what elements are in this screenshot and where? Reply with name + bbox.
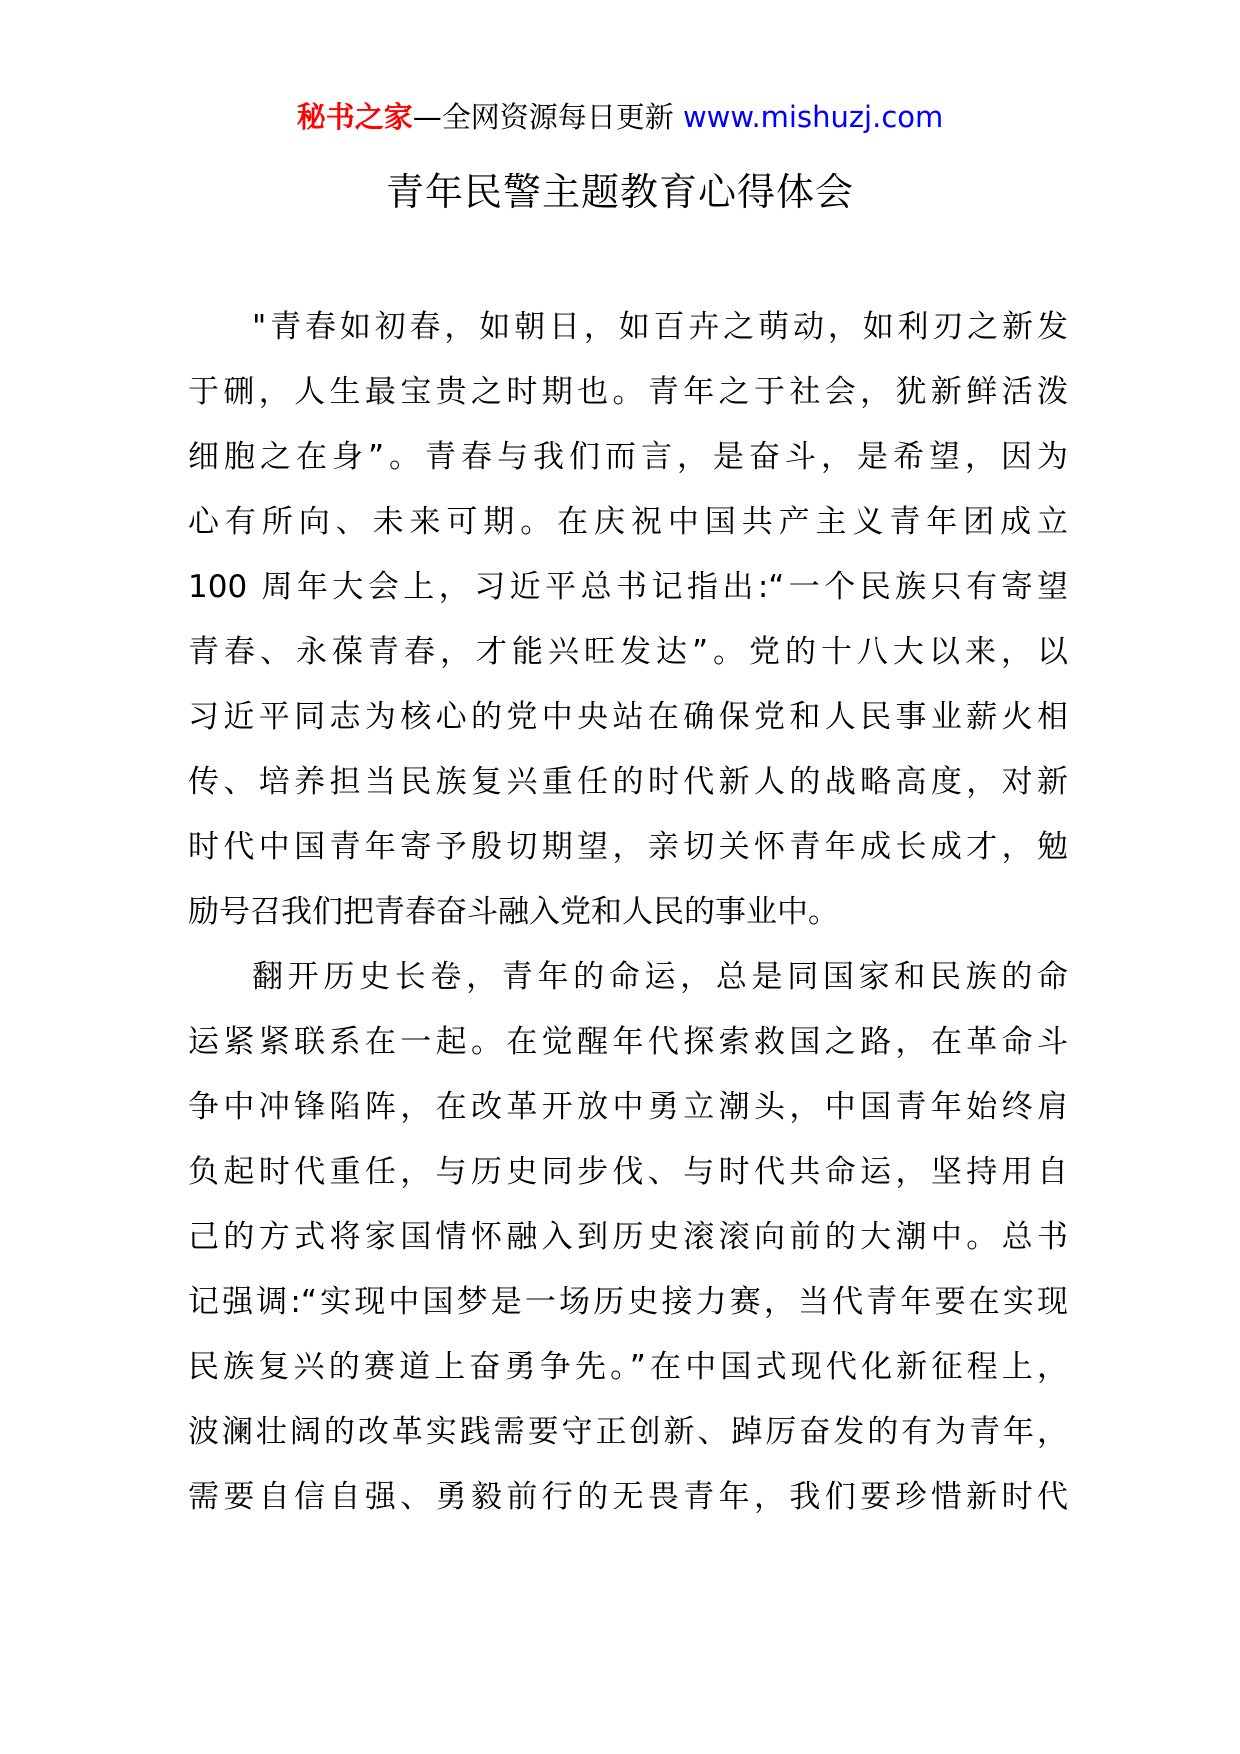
text-line: 民族复兴的赛道上奋勇争先。”在中国式现代化新征程上，: [188, 1349, 1068, 1385]
text-line: 100 周年大会上，习近平总书记指出:“一个民族只有寄望: [188, 569, 1068, 605]
paragraph-1: [188, 295, 1068, 945]
document-title: 青年民警主题教育心得体会: [385, 170, 854, 214]
site-tagline: —全网资源每日更新: [412, 100, 674, 134]
text-line: 运紧紧联系在一起。在觉醒年代探索救国之路，在革命斗: [188, 1024, 1068, 1060]
text-line: 传、培养担当民族复兴重任的时代新人的战略高度，对新: [188, 764, 1068, 800]
text-line: 翻开历史长卷，青年的命运，总是同国家和民族的命: [252, 959, 1068, 995]
text-line: 励号召我们把青春奋斗融入党和人民的事业中。: [188, 894, 839, 930]
site-header: [0, 97, 1240, 137]
site-brand: 秘书之家: [296, 100, 413, 134]
text-line: 时代中国青年寄予殷切期望，亲切关怀青年成长成才，勉: [188, 829, 1068, 865]
text-line: 需要自信自强、勇毅前行的无畏青年，我们要珍惜新时代: [188, 1479, 1068, 1515]
text-line: 习近平同志为核心的党中央站在确保党和人民事业薪火相: [188, 699, 1068, 735]
text-line: 己的方式将家国情怀融入到历史滚滚向前的大潮中。总书: [188, 1219, 1068, 1255]
text-line: 青春、永葆青春，才能兴旺发达”。党的十八大以来，以: [188, 634, 1068, 670]
text-line: 争中冲锋陷阵，在改革开放中勇立潮头，中国青年始终肩: [188, 1089, 1068, 1125]
text-line: 心有所向、未来可期。在庆祝中国共产主义青年团成立: [188, 504, 1068, 540]
text-line: 波澜壮阔的改革实践需要守正创新、踔厉奋发的有为青年，: [188, 1414, 1068, 1450]
text-line: 负起时代重任，与历史同步伐、与时代共命运，坚持用自: [188, 1154, 1068, 1190]
text-line: 于硎，人生最宝贵之时期也。青年之于社会，犹新鲜活泼: [188, 374, 1068, 410]
paragraph-2: [188, 945, 1068, 1530]
document-body: [188, 295, 1068, 1530]
site-url-link[interactable]: www.mishuzj.com: [682, 100, 944, 134]
text-line: 记强调:“实现中国梦是一场历史接力赛，当代青年要在实现: [188, 1284, 1068, 1320]
text-line: "青春如初春，如朝日，如百卉之萌动，如利刃之新发: [252, 309, 1068, 345]
text-line: 细胞之在身”。青春与我们而言，是奋斗，是希望，因为: [188, 439, 1068, 475]
